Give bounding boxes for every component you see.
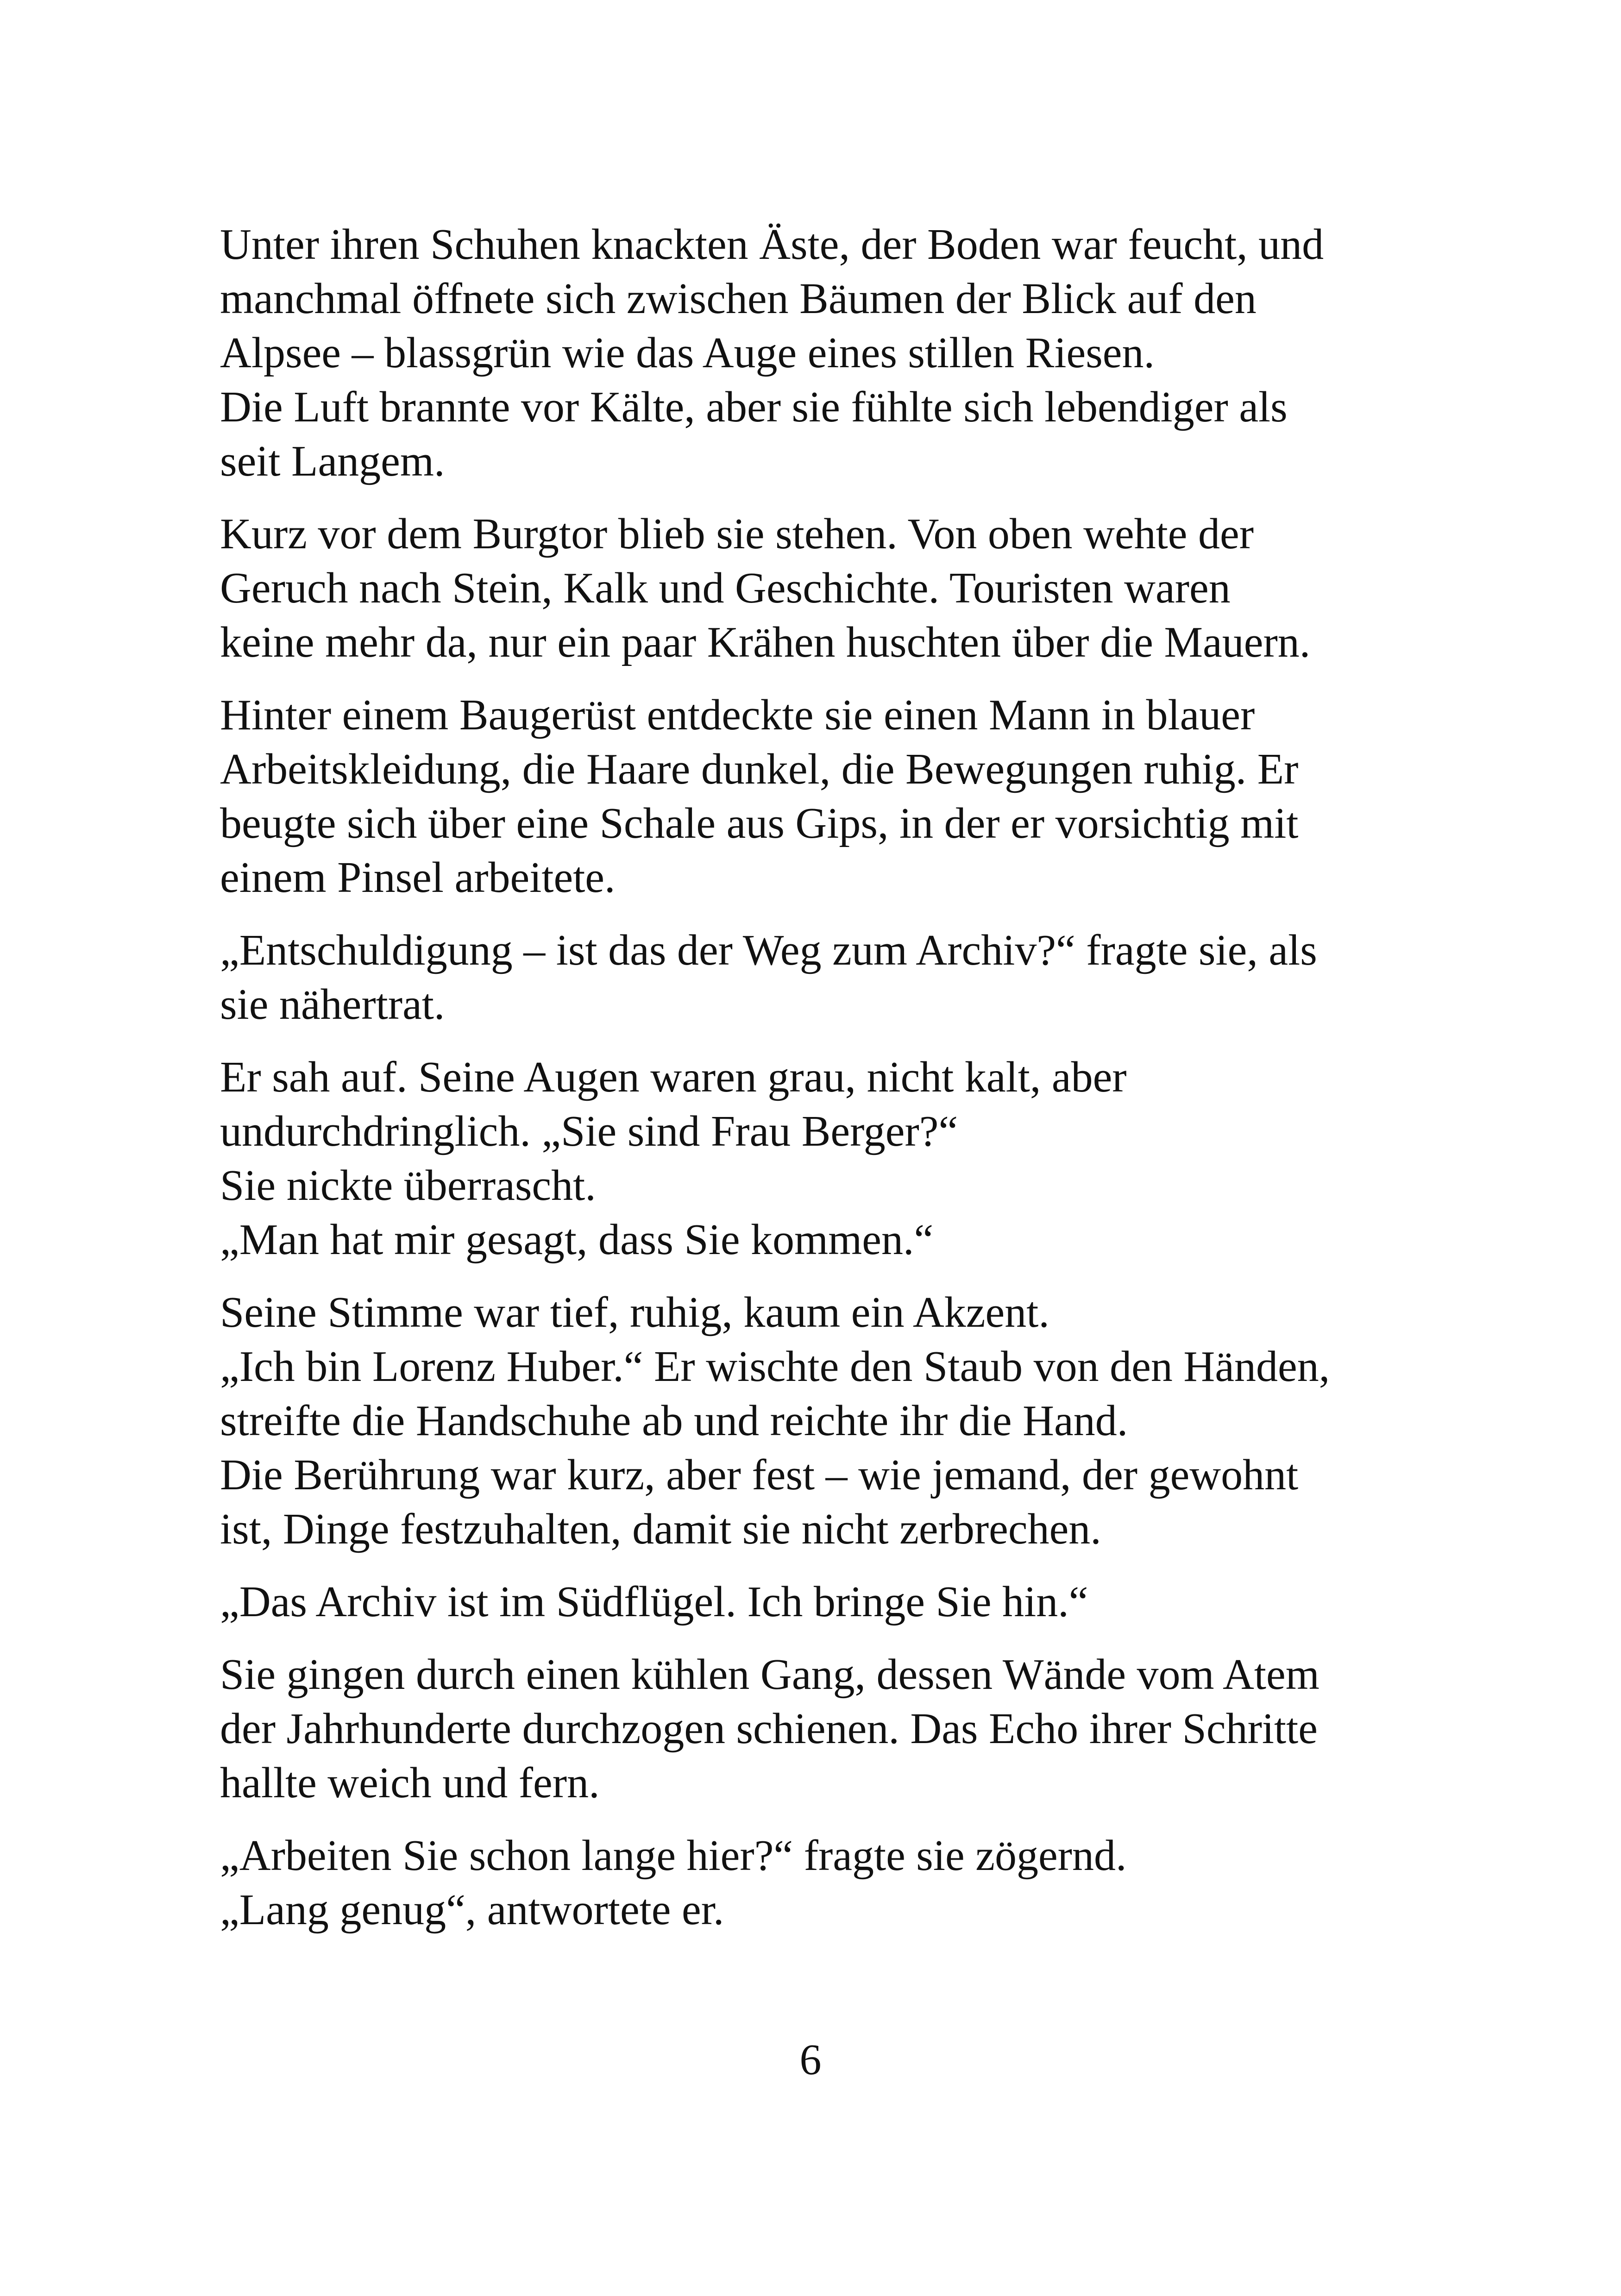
text-line: „Arbeiten Sie schon lange hier?“ fragte sie zögernd. [220,1832,1127,1880]
paragraph [220,1648,1415,1810]
text-line: Unter ihren Schuhen knackten Äste, der Boden war feucht, und [220,220,1324,269]
text-line: Die Luft brannte vor Kälte, aber sie fühlte sich lebendiger als [220,383,1288,431]
text-line: „Entschuldigung – ist das der Weg zum Archiv?“ fragte sie, als [220,926,1317,974]
text-line: ist, Dinge festzuhalten, damit sie nicht zerbrechen. [220,1505,1101,1553]
text-line: „Das Archiv ist im Südflügel. Ich bringe Sie hin.“ [220,1578,1088,1626]
text-line: manchmal öffnete sich zwischen Bäumen der Blick auf den [220,275,1257,323]
paragraph [220,507,1415,670]
body-text [220,218,1415,1956]
text-line: „Lang genug“, antwortete er. [220,1886,724,1934]
text-line: Er sah auf. Seine Augen waren grau, nicht kalt, aber [220,1053,1127,1101]
paragraph [220,688,1415,905]
text-line: Seine Stimme war tief, ruhig, kaum ein Akzent. [220,1288,1049,1336]
text-line: Die Berührung war kurz, aber fest – wie jemand, der gewohnt [220,1451,1299,1499]
paragraph [220,218,1415,489]
text-line: Hinter einem Baugerüst entdeckte sie einen Mann in blauer [220,691,1255,739]
text-line: sie nähertrat. [220,980,445,1029]
page-number: 6 [799,2036,822,2084]
text-line: Geruch nach Stein, Kalk und Geschichte. Touristen waren [220,564,1231,612]
text-line: seit Langem. [220,437,445,485]
text-line: hallte weich und fern. [220,1759,600,1807]
text-line: Arbeitskleidung, die Haare dunkel, die Bewegungen ruhig. Er [220,745,1299,793]
paragraph [220,1575,1415,1629]
text-line: „Man hat mir gesagt, dass Sie kommen.“ [220,1216,934,1264]
text-line: der Jahrhunderte durchzogen schienen. Das Echo ihrer Schritte [220,1705,1318,1753]
text-line: Sie nickte überrascht. [220,1161,596,1210]
text-line: undurchdringlich. „Sie sind Frau Berger?“ [220,1107,958,1155]
paragraph [220,1050,1415,1267]
text-line: Alpsee – blassgrün wie das Auge eines stillen Riesen. [220,329,1155,377]
text-line: beugte sich über eine Schale aus Gips, in der er vorsichtig mit [220,799,1299,847]
paragraph [220,923,1415,1032]
paragraph [220,1829,1415,1937]
paragraph [220,1286,1415,1556]
text-line: Kurz vor dem Burgtor blieb sie stehen. Von oben wehte der [220,510,1254,558]
text-line: Sie gingen durch einen kühlen Gang, dessen Wände vom Atem [220,1650,1319,1699]
text-line: „Ich bin Lorenz Huber.“ Er wischte den Staub von den Händen, [220,1342,1330,1391]
text-line: streifte die Handschuhe ab und reichte ihr die Hand. [220,1397,1128,1445]
text-line: keine mehr da, nur ein paar Krähen huschten über die Mauern. [220,618,1311,666]
text-line: einem Pinsel arbeitete. [220,853,616,902]
